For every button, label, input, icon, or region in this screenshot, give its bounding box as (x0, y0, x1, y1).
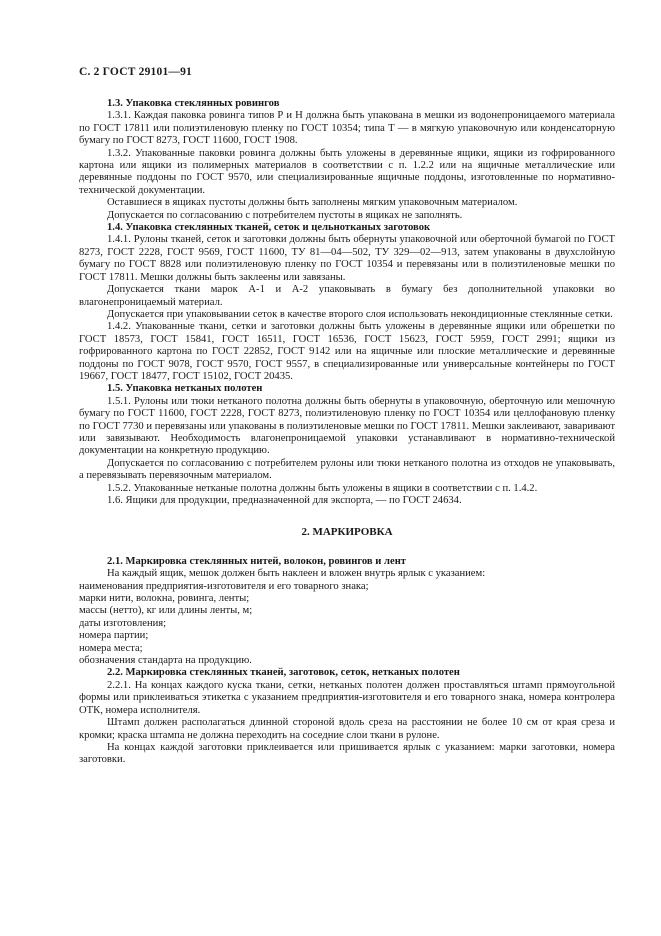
paragraph-1-4-2: 1.4.2. Упакованные ткани, сетки и заготовки должны быть уложены в деревянные ящики или обрешетки по ГОСТ 18573, ГОСТ 15841, ГОСТ 16511, ГОСТ 16536, ГОСТ 15623, ГОСТ 5959, ГОСТ 2991; ящики из гофрированного картона по ГОСТ 22852, ГОСТ 9142 или на ящичные или плоские металлические и деревянные поддоны по ГОСТ 9078, ГОСТ 9570, ГОСТ 9557, в специализированные или универсальные контейнеры по ГОСТ 19667, ГОСТ 18477, ГОСТ 15102, ГОСТ 20435. (79, 321, 615, 382)
paragraph-2-1-intro: На каждый ящик, мешок должен быть наклеен и вложен внутрь ярлык с указанием: (107, 568, 486, 580)
section-2-title: 2. МАРКИРОВКА (301, 526, 393, 539)
paragraph-1-4-note-1: Допускается ткани марок А-1 и А-2 упаковывать в бумагу без дополнительной упаковки во влагонепроницаемый материал. (79, 284, 615, 308)
label-requirements-list (79, 581, 615, 668)
section-1-3-heading: 1.3. Упаковка стеклянных ровингов (107, 98, 280, 109)
paragraph-1-3-note-2: Допускается по согласованию с потребителем пустоты в ящиках не заполнять. (107, 209, 463, 221)
paragraph-1-4-1: 1.4.1. Рулоны тканей, сеток и заготовки должны быть обернуты упаковочной или оберточной бумагой по ГОСТ 8273, ГОСТ 2228, ГОСТ 9569, ГОСТ 11600, ТУ 81—04—502, ТУ 329—02—913, затем упакованы в двухслойную бумагу по ГОСТ 8828 или полиэтиленовую пленку по ГОСТ 10354 и перевязаны или в полиэтиленовые мешки по ГОСТ 17811. Мешки должны быть заклеены или завязаны. (79, 234, 615, 283)
paragraph-1-4-note-2: Допускается при упаковывании сеток в качестве второго слоя использовать некондиционные стеклянные сетки. (107, 308, 613, 320)
paragraph-1-5-1: 1.5.1. Рулоны или тюки нетканого полотна должны быть обернуты в упаковочную, оберточную или мешочную бумагу по ГОСТ 11600, ГОСТ 2228, ГОСТ 8273, полиэтиленовую пленку по ГОСТ 10354 или целлофановую пленку по ГОСТ 7730 и перевязаны или упакованы в полиэтиленовые мешки по ГОСТ 17811. Мешки заклеивают, заваривают или завязывают. Необходимость влагонепроницаемой упаковки устанавливают в нормативно-технической документации на конкретную продукцию. (79, 395, 615, 457)
section-1-4-heading: 1.4. Упаковка стеклянных тканей, сеток и цельнотканых заготовок (107, 222, 431, 234)
paragraph-1-3-2: 1.3.2. Упакованные паковки ровинга должны быть уложены в деревянные ящики, ящики из гофрированного картона или ящики из полимерных материалов в соответствии с п. 1.2.2 или на ящичные металлические или деревянные поддоны по ГОСТ 9570, или специализированные ящичные поддоны, изготовленные по нормативно-технической документации. (79, 147, 615, 196)
page-header: С. 2 ГОСТ 29101—91 (79, 66, 192, 78)
section-1-5-heading: 1.5. Упаковка нетканых полотен (107, 383, 263, 395)
list-item: обозначения стандарта на продукцию. (79, 655, 252, 667)
paragraph-2-2-stamp: Штамп должен располагаться длинной стороной вдоль среза на расстоянии не более 10 см от края среза и кромки; краска штампа не должна переходить на соседние слои ткани в рулоне. (79, 717, 615, 741)
paragraph-1-3-1: 1.3.1. Каждая паковка ровинга типов Р и Н должна быть упакована в мешки из водонепроницаемого материала по ГОСТ 17811 или полиэтиленовую пленку по ГОСТ 10354; типа Т — в мягкую упаковочную или конденсаторную бумагу по ГОСТ 8273, ГОСТ 11600, ГОСТ 1908. (79, 110, 615, 147)
paragraph-1-3-note-1: Оставшиеся в ящиках пустоты должны быть заполнены мягким упаковочным материалом. (107, 197, 518, 209)
paragraph-2-2-label: На концах каждой заготовки приклеивается или пришивается ярлык с указанием: марки заготовки, номера заготовки. (79, 741, 615, 766)
section-2-1-heading: 2.1. Маркировка стеклянных нитей, волокон, ровингов и лент (107, 555, 407, 567)
paragraph-1-6: 1.6. Ящики для продукции, предназначенной для экспорта, — по ГОСТ 24634. (107, 495, 462, 506)
list-item: марки нити, волокна, ровинга, ленты; (79, 593, 250, 605)
list-item: номера партии; (79, 630, 149, 642)
paragraph-1-5-2: 1.5.2. Упакованные нетканые полотна должны быть уложены в ящики в соответствии с п. 1.4.2. (107, 482, 538, 494)
list-item: даты изготовления; (79, 617, 167, 629)
list-item: массы (нетто), кг или длины ленты, м; (79, 605, 253, 617)
section-2-2-heading: 2.2. Маркировка стеклянных тканей, заготовок, сеток, нетканых полотен (107, 667, 460, 679)
document-body (79, 98, 615, 767)
paragraph-1-5-note: Допускается по согласованию с потребителем рулоны или тюки нетканого полотна из отходов не упаковывать, а перевязывать перевязочным материалом. (79, 457, 615, 482)
paragraph-2-2-1: 2.2.1. На концах каждого куска ткани, сетки, нетканых полотен должен проставляться штамп прямоугольной формы или приклеиваться этикетка с указанием предприятия-изготовителя и его товарного знака, номера контролера ОТК, номера исполнителя. (79, 679, 615, 716)
list-item: наименования предприятия-изготовителя и его товарного знака; (79, 580, 369, 592)
list-item: номера места; (79, 642, 143, 654)
